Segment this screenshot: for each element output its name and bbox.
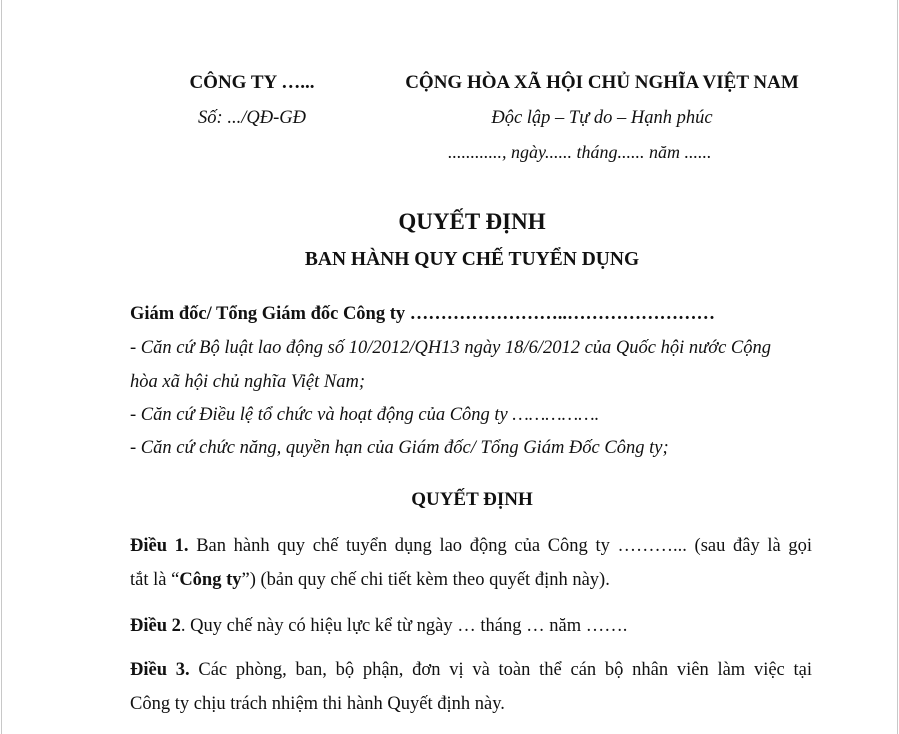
document-title: QUYẾT ĐỊNH (398, 209, 546, 234)
article-1-text-pre: tắt là “ (130, 570, 180, 590)
article-3-line-2: Công ty chịu trách nhiệm thi hành Quyết định này. (130, 694, 505, 714)
company-name: CÔNG TY …... (189, 72, 315, 93)
legal-basis-3: - Căn cứ chức năng, quyền hạn của Giám đốc/ Tổng Giám Đốc Công ty; (130, 438, 669, 458)
article-3-text: Các phòng, ban, bộ phận, đơn vị và toàn thể cán bộ nhân viên làm việc tại (198, 660, 812, 680)
article-2-label: Điều 2 (130, 616, 181, 636)
article-3-label: Điều 3. (130, 660, 190, 680)
article-1-label: Điều 1. (130, 536, 189, 556)
legal-basis-1: - Căn cứ Bộ luật lao động số 10/2012/QH13 ngày 18/6/2012 của Quốc hội nước Cộng (130, 338, 772, 358)
issuing-authority: Giám đốc/ Tổng Giám đốc Công ty ……………………..…………………… (130, 304, 715, 324)
republic-title: CỘNG HÒA XÃ HỘI CHỦ NGHĨA VIỆT NAM (405, 72, 799, 93)
article-1-text-post: ”) (bản quy chế chi tiết kèm theo quyết định này). (241, 570, 610, 590)
article-2 (130, 616, 812, 637)
decision-heading: QUYẾT ĐỊNH (411, 489, 533, 510)
article-1-line-2 (130, 570, 812, 591)
article-1-defined-term: Công ty (179, 570, 242, 590)
legal-basis-2: - Căn cứ Điều lệ tổ chức và hoạt động của Công ty ……………. (130, 405, 600, 425)
article-1-line-1 (130, 536, 812, 557)
decision-number: Số: .../QĐ-GĐ (198, 108, 306, 128)
article-2-text: . Quy chế này có hiệu lực kể từ ngày … tháng … năm ……. (180, 616, 628, 636)
national-motto: Độc lập – Tự do – Hạnh phúc (491, 108, 713, 128)
article-3-line-1 (130, 660, 812, 681)
document-page (1, 0, 898, 734)
date-line: ............, ngày...... tháng...... năm ...... (448, 142, 712, 162)
legal-basis-1-cont: hòa xã hội chủ nghĩa Việt Nam; (130, 372, 365, 392)
document-subtitle: BAN HÀNH QUY CHẾ TUYỂN DỤNG (304, 249, 640, 270)
article-1-text: Ban hành quy chế tuyển dụng lao động của Công ty ………... (sau đây là gọi (196, 536, 813, 556)
